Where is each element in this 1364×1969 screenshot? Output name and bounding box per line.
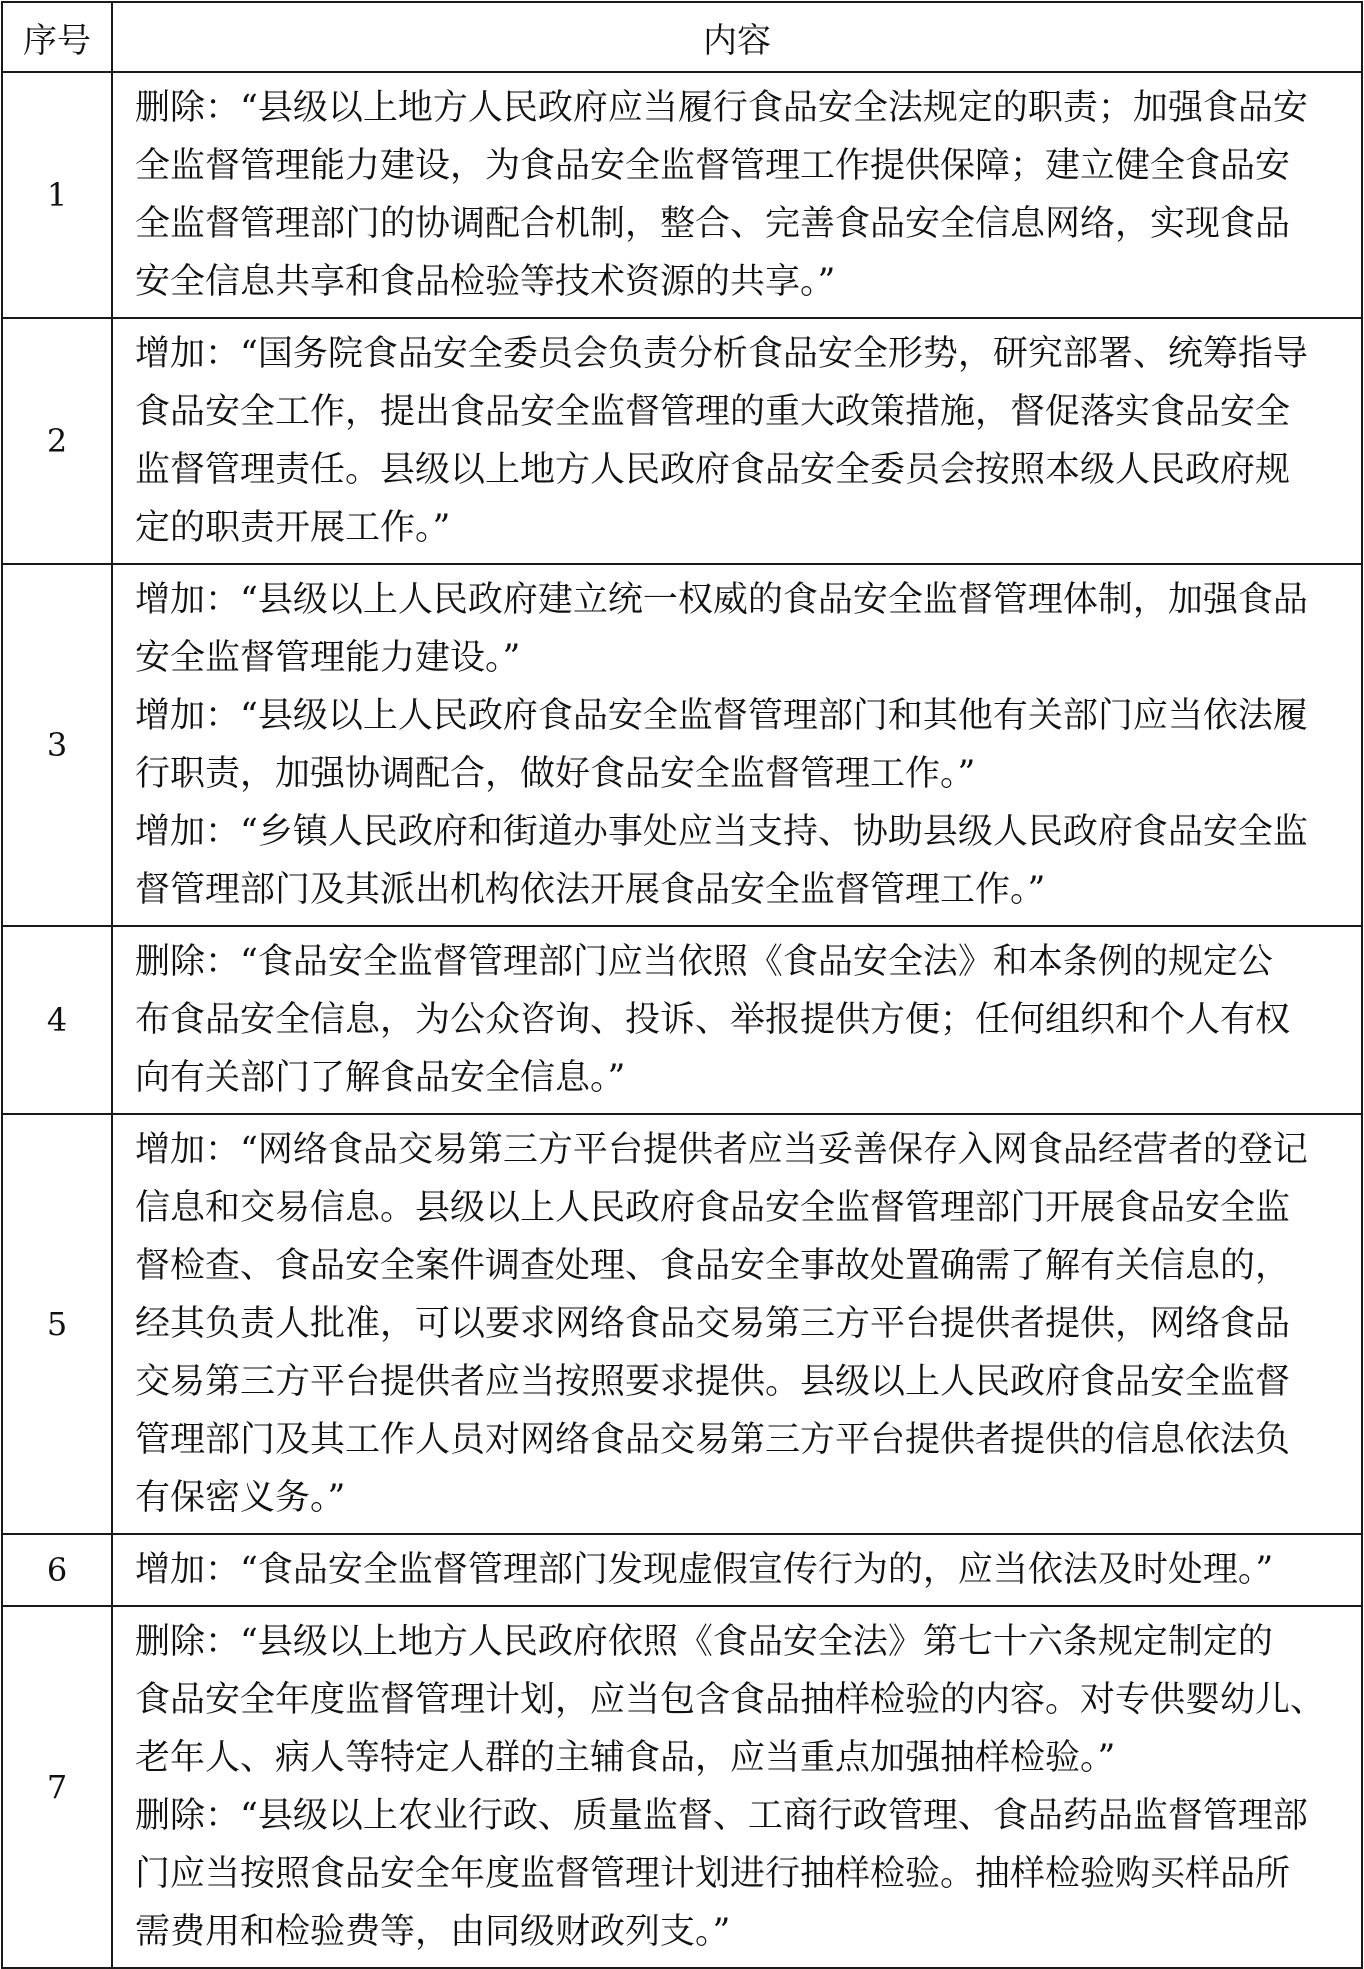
content-line: 督检查、食品安全案件调查处理、食品安全事故处置确需了解有关信息的， bbox=[135, 1246, 1291, 1286]
content-line: 全监督管理部门的协调配合机制，整合、完善食品安全信息网络，实现食品 bbox=[135, 204, 1291, 244]
table-row bbox=[2, 72, 1362, 318]
content-line: 增加：“乡镇人民政府和街道办事处应当支持、协助县级人民政府食品安全监 bbox=[135, 812, 1308, 852]
row-number: 1 bbox=[2, 72, 112, 318]
content-line: 向有关部门了解食品安全信息。” bbox=[135, 1058, 626, 1098]
amendment-table bbox=[1, 1, 1363, 1969]
content-line: 删除：“食品安全监督管理部门应当依照《食品安全法》和本条例的规定公 bbox=[135, 942, 1273, 982]
content-line: 删除：“县级以上地方人民政府依照《食品安全法》第七十六条规定制定的 bbox=[135, 1622, 1273, 1662]
row-number: 7 bbox=[2, 1606, 112, 1968]
table-row bbox=[2, 1534, 1362, 1606]
table-row bbox=[2, 1114, 1362, 1534]
row-number: 3 bbox=[2, 564, 112, 926]
content-line: 安全监督管理能力建设。” bbox=[135, 638, 521, 678]
row-content bbox=[112, 318, 1362, 564]
row-number: 6 bbox=[2, 1534, 112, 1606]
table-row bbox=[2, 318, 1362, 564]
content-line: 门应当按照食品安全年度监督管理计划进行抽样检验。抽样检验购买样品所 bbox=[135, 1854, 1291, 1894]
content-line: 经其负责人批准，可以要求网络食品交易第三方平台提供者提供，网络食品 bbox=[135, 1304, 1291, 1344]
header-col-number: 序号 bbox=[2, 2, 112, 72]
header-col-content: 内容 bbox=[112, 2, 1362, 72]
table-row bbox=[2, 926, 1362, 1114]
table-row bbox=[2, 1606, 1362, 1968]
content-line: 管理部门及其工作人员对网络食品交易第三方平台提供者提供的信息依法负 bbox=[135, 1420, 1291, 1460]
row-number: 5 bbox=[2, 1114, 112, 1534]
content-line: 信息和交易信息。县级以上人民政府食品安全监督管理部门开展食品安全监 bbox=[135, 1188, 1291, 1228]
row-content bbox=[112, 1534, 1362, 1606]
content-line: 增加：“国务院食品安全委员会负责分析食品安全形势，研究部署、统筹指导 bbox=[135, 334, 1308, 374]
content-line: 行职责，加强协调配合，做好食品安全监督管理工作。” bbox=[135, 754, 976, 794]
row-number: 4 bbox=[2, 926, 112, 1114]
content-line: 监督管理责任。县级以上地方人民政府食品安全委员会按照本级人民政府规 bbox=[135, 450, 1291, 490]
row-content bbox=[112, 564, 1362, 926]
row-number: 2 bbox=[2, 318, 112, 564]
table-row bbox=[2, 564, 1362, 926]
content-line: 布食品安全信息，为公众咨询、投诉、举报提供方便；任何组织和个人有权 bbox=[135, 1000, 1291, 1040]
content-line: 交易第三方平台提供者应当按照要求提供。县级以上人民政府食品安全监督 bbox=[135, 1362, 1291, 1402]
content-line: 需费用和检验费等，由同级财政列支。” bbox=[135, 1912, 731, 1952]
content-line: 全监督管理能力建设，为食品安全监督管理工作提供保障；建立健全食品安 bbox=[135, 146, 1291, 186]
content-line: 增加：“县级以上人民政府建立统一权威的食品安全监督管理体制，加强食品 bbox=[135, 580, 1308, 620]
row-content bbox=[112, 926, 1362, 1114]
table-header-row bbox=[2, 2, 1362, 72]
content-line: 增加：“县级以上人民政府食品安全监督管理部门和其他有关部门应当依法履 bbox=[135, 696, 1308, 736]
content-line: 定的职责开展工作。” bbox=[135, 508, 451, 548]
content-line: 食品安全工作，提出食品安全监督管理的重大政策措施，督促落实食品安全 bbox=[135, 392, 1291, 432]
row-content bbox=[112, 1114, 1362, 1534]
content-line: 有保密义务。” bbox=[135, 1478, 346, 1518]
content-line: 删除：“县级以上地方人民政府应当履行食品安全法规定的职责；加强食品安 bbox=[135, 88, 1308, 128]
content-line: 增加：“食品安全监督管理部门发现虚假宣传行为的，应当依法及时处理。” bbox=[135, 1550, 1274, 1590]
row-content bbox=[112, 1606, 1362, 1968]
content-line: 督管理部门及其派出机构依法开展食品安全监督管理工作。” bbox=[135, 870, 1046, 910]
content-line: 老年人、病人等特定人群的主辅食品，应当重点加强抽样检验。” bbox=[135, 1738, 1116, 1778]
content-line: 安全信息共享和食品检验等技术资源的共享。” bbox=[135, 262, 836, 302]
row-content bbox=[112, 72, 1362, 318]
content-line: 增加：“网络食品交易第三方平台提供者应当妥善保存入网食品经营者的登记 bbox=[135, 1130, 1308, 1170]
content-line: 删除：“县级以上农业行政、质量监督、工商行政管理、食品药品监督管理部 bbox=[135, 1796, 1308, 1836]
content-line: 食品安全年度监督管理计划，应当包含食品抽样检验的内容。对专供婴幼儿、 bbox=[135, 1680, 1326, 1720]
